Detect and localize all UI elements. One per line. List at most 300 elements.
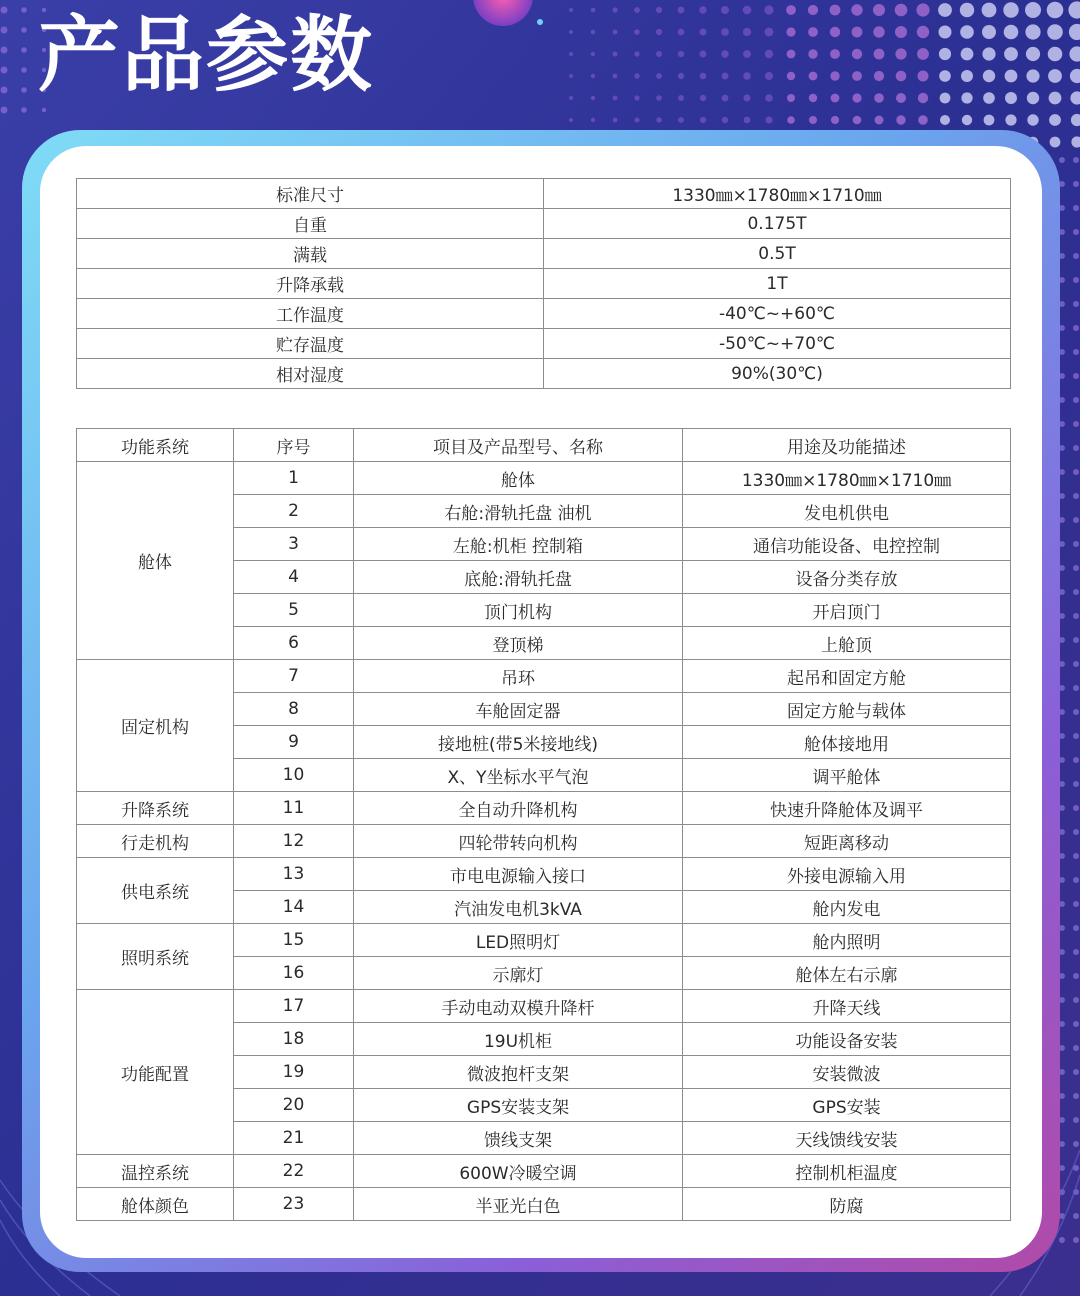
item-cell: 右舱:滑轨托盘 油机	[354, 495, 683, 528]
spec-value: 0.5T	[544, 239, 1011, 269]
description-cell: 发电机供电	[683, 495, 1011, 528]
dot-decoration	[743, 28, 751, 36]
number-cell: 22	[234, 1155, 354, 1188]
number-cell: 10	[234, 759, 354, 792]
dot-decoration	[678, 117, 684, 123]
dot-decoration	[612, 7, 617, 12]
dot-decoration	[1073, 589, 1079, 595]
dot-decoration	[917, 48, 929, 60]
item-cell: 吊环	[354, 660, 683, 693]
dot-decoration	[1048, 69, 1062, 83]
item-cell: 馈线支架	[354, 1122, 683, 1155]
description-cell: 固定方舱与载体	[683, 693, 1011, 726]
dot-decoration	[1073, 949, 1079, 955]
dot-decoration	[1073, 373, 1079, 379]
dot-decoration	[1073, 757, 1079, 763]
dot-decoration	[656, 95, 662, 101]
spec-label: 升降承载	[77, 269, 544, 299]
dot-decoration	[1073, 469, 1079, 475]
dot-decoration	[678, 51, 684, 57]
dot-decoration	[678, 7, 685, 14]
dot-decoration	[1050, 137, 1061, 148]
dot-decoration	[42, 108, 46, 112]
spec-label: 满载	[77, 239, 544, 269]
number-cell: 20	[234, 1089, 354, 1122]
spec-value: 90%(30℃)	[544, 359, 1011, 389]
dot-decoration	[916, 3, 929, 16]
dot-decoration	[678, 29, 685, 36]
spec-row	[77, 239, 1011, 269]
spec-label: 工作温度	[77, 299, 544, 329]
dot-decoration	[1073, 925, 1079, 931]
dot-decoration	[678, 73, 684, 79]
dot-decoration	[1073, 1069, 1079, 1075]
dot-decoration	[591, 74, 595, 78]
dot-decoration	[569, 52, 573, 56]
item-cell: 示廓灯	[354, 957, 683, 990]
dot-decoration	[1048, 47, 1063, 62]
dot-decoration	[895, 26, 907, 38]
dot-decoration	[1073, 781, 1079, 787]
dot-decoration	[895, 4, 908, 17]
spec-row	[77, 179, 1011, 209]
dot-decoration	[765, 28, 774, 37]
dot-decoration	[939, 48, 951, 60]
system-cell: 舱体颜色	[77, 1188, 234, 1221]
dot-decoration	[1005, 114, 1016, 125]
dot-decoration	[699, 6, 706, 13]
dot-decoration	[787, 72, 795, 80]
dot-decoration	[765, 94, 773, 102]
system-cell: 舱体	[77, 462, 234, 660]
item-cell: 手动电动双模升降杆	[354, 990, 683, 1023]
dot-decoration	[1047, 2, 1064, 19]
dot-decoration	[721, 28, 729, 36]
number-cell: 5	[234, 594, 354, 627]
system-cell: 升降系统	[77, 792, 234, 825]
dot-decoration	[809, 72, 818, 81]
number-cell: 16	[234, 957, 354, 990]
dot-decoration	[1073, 1237, 1079, 1243]
dot-decoration	[1073, 541, 1079, 547]
number-cell: 19	[234, 1056, 354, 1089]
dot-decoration	[1073, 325, 1079, 331]
dot-decoration	[1073, 613, 1079, 619]
header-description: 用途及功能描述	[683, 429, 1011, 462]
spec-label: 标准尺寸	[77, 179, 544, 209]
dot-decoration	[983, 70, 995, 82]
dot-decoration	[851, 4, 862, 15]
dot-decoration	[569, 74, 573, 78]
number-cell: 3	[234, 528, 354, 561]
table-row	[77, 924, 1011, 957]
number-cell: 1	[234, 462, 354, 495]
dot-decoration	[1026, 47, 1040, 61]
spec-label: 相对湿度	[77, 359, 544, 389]
dot-decoration	[613, 30, 618, 35]
dot-decoration	[982, 3, 997, 18]
dot-decoration	[896, 71, 907, 82]
dot-decoration	[830, 71, 839, 80]
dot-decoration	[1073, 349, 1079, 355]
table-header-row	[77, 429, 1011, 462]
dot-decoration	[634, 73, 639, 78]
function-table	[76, 428, 1011, 1221]
dot-decoration	[656, 29, 662, 35]
dot-decoration	[1073, 205, 1079, 211]
dot-decoration	[1, 47, 8, 54]
system-cell: 固定机构	[77, 660, 234, 792]
dot-decoration	[569, 96, 573, 100]
dot-decoration	[918, 115, 928, 125]
dot-decoration	[591, 8, 596, 13]
description-cell: 起吊和固定方舱	[683, 660, 1011, 693]
number-cell: 9	[234, 726, 354, 759]
dot-decoration	[1073, 973, 1079, 979]
dot-decoration	[591, 118, 595, 122]
dot-decoration	[1, 107, 8, 114]
item-cell: 顶门机构	[354, 594, 683, 627]
spec-row	[77, 359, 1011, 389]
dot-decoration	[634, 51, 639, 56]
dot-decoration	[895, 48, 906, 59]
dot-decoration	[700, 95, 706, 101]
dot-decoration	[1004, 25, 1019, 40]
dot-decoration	[1, 87, 8, 94]
item-cell: 四轮带转向机构	[354, 825, 683, 858]
dot-decoration	[700, 117, 706, 123]
description-cell: 调平舱体	[683, 759, 1011, 792]
dot-decoration	[1073, 709, 1079, 715]
item-cell: 19U机柜	[354, 1023, 683, 1056]
number-cell: 4	[234, 561, 354, 594]
dot-decoration	[764, 5, 773, 14]
dot-decoration	[873, 26, 884, 37]
number-cell: 18	[234, 1023, 354, 1056]
description-cell: 快速升降舱体及调平	[683, 792, 1011, 825]
dot-decoration	[1005, 92, 1017, 104]
description-cell: GPS安装	[683, 1089, 1011, 1122]
dot-decoration	[787, 50, 796, 59]
dot-decoration	[1, 67, 8, 74]
dot-decoration	[786, 5, 796, 15]
dot-decoration	[1073, 1021, 1079, 1027]
dot-decoration	[1073, 685, 1079, 691]
description-cell: 功能设备安装	[683, 1023, 1011, 1056]
dot-decoration	[700, 51, 707, 58]
number-cell: 14	[234, 891, 354, 924]
item-cell: 车舱固定器	[354, 693, 683, 726]
dot-decoration	[1073, 1141, 1079, 1147]
dot-decoration	[940, 93, 951, 104]
dot-decoration	[1073, 253, 1079, 259]
dot-decoration	[1, 27, 8, 34]
dot-decoration	[569, 8, 573, 12]
dot-decoration	[809, 116, 817, 124]
dot-decoration	[852, 93, 861, 102]
dot-decoration	[787, 94, 795, 102]
dot-decoration	[1073, 1117, 1079, 1123]
spec-value: 0.175T	[544, 209, 1011, 239]
header-system: 功能系统	[77, 429, 234, 462]
dot-decoration	[874, 49, 885, 60]
item-cell: GPS安装支架	[354, 1089, 683, 1122]
dot-decoration	[1073, 421, 1079, 427]
dot-decoration	[831, 116, 839, 124]
dot-decoration	[1073, 805, 1079, 811]
dot-decoration	[961, 48, 974, 61]
dot-decoration	[613, 118, 618, 123]
dot-decoration	[939, 70, 951, 82]
dot-decoration	[613, 74, 618, 79]
table-row	[77, 1155, 1011, 1188]
dot-decoration	[982, 25, 996, 39]
dot-decoration	[831, 94, 840, 103]
item-cell: 市电电源输入接口	[354, 858, 683, 891]
item-cell: 底舱:滑轨托盘	[354, 561, 683, 594]
dot-decoration	[1073, 1093, 1079, 1099]
dot-decoration	[743, 6, 752, 15]
dot-decoration	[21, 67, 27, 73]
dot-decoration	[962, 115, 972, 125]
dot-decoration	[940, 115, 950, 125]
table-row	[77, 462, 1011, 495]
dot-decoration	[1059, 157, 1065, 163]
dot-decoration	[1025, 2, 1041, 18]
dot-decoration	[896, 93, 906, 103]
dot-decoration	[21, 107, 27, 113]
item-cell: 全自动升降机构	[354, 792, 683, 825]
item-cell: 汽油发电机3kVA	[354, 891, 683, 924]
dot-decoration	[982, 47, 995, 60]
dot-decoration	[809, 94, 817, 102]
dot-decoration	[700, 73, 707, 80]
dot-decoration	[591, 96, 595, 100]
dot-decoration	[1026, 69, 1039, 82]
dot-decoration	[830, 49, 840, 59]
system-cell: 行走机构	[77, 825, 234, 858]
dot-decoration	[918, 71, 929, 82]
number-cell: 6	[234, 627, 354, 660]
description-cell: 舱体接地用	[683, 726, 1011, 759]
page-title: 产品参数	[38, 8, 375, 103]
system-cell: 功能配置	[77, 990, 234, 1155]
number-cell: 15	[234, 924, 354, 957]
dot-decoration	[1003, 2, 1018, 17]
spec-row	[77, 269, 1011, 299]
dot-decoration	[656, 117, 661, 122]
dot-decoration	[722, 95, 729, 102]
description-cell: 天线馈线安装	[683, 1122, 1011, 1155]
dot-decoration	[743, 94, 750, 101]
dot-decoration	[1073, 853, 1079, 859]
description-cell: 1330㎜×1780㎜×1710㎜	[683, 462, 1011, 495]
dot-decoration	[874, 71, 884, 81]
description-cell: 上舱顶	[683, 627, 1011, 660]
dot-decoration	[787, 116, 795, 124]
dot-decoration	[722, 117, 728, 123]
dot-decoration	[1073, 637, 1079, 643]
item-cell: 舱体	[354, 462, 683, 495]
number-cell: 2	[234, 495, 354, 528]
description-cell: 舱体左右示廓	[683, 957, 1011, 990]
dot-decoration	[808, 5, 818, 15]
small-dot-decoration	[537, 19, 543, 25]
dot-decoration	[1073, 1045, 1079, 1051]
dot-decoration	[960, 3, 974, 17]
number-cell: 13	[234, 858, 354, 891]
dot-decoration	[852, 49, 862, 59]
dot-decoration	[1073, 901, 1079, 907]
dot-decoration	[1004, 47, 1018, 61]
dot-decoration	[721, 6, 729, 14]
dot-decoration	[613, 96, 618, 101]
item-cell: 半亚光白色	[354, 1188, 683, 1221]
dot-decoration	[634, 95, 639, 100]
dot-decoration	[722, 73, 729, 80]
dot-decoration	[853, 116, 862, 125]
dot-decoration	[1073, 997, 1079, 1003]
dot-decoration	[1073, 733, 1079, 739]
table-row	[77, 990, 1011, 1023]
dot-decoration	[1073, 661, 1079, 667]
spec-label: 自重	[77, 209, 544, 239]
description-cell: 防腐	[683, 1188, 1011, 1221]
dot-decoration	[873, 4, 885, 16]
dot-decoration	[1049, 114, 1061, 126]
dot-decoration	[852, 27, 863, 38]
dot-decoration	[1073, 157, 1079, 163]
item-cell: 左舱:机柜 控制箱	[354, 528, 683, 561]
dot-decoration	[1005, 70, 1018, 83]
dot-decoration	[1073, 229, 1079, 235]
dot-decoration	[721, 50, 728, 57]
dot-decoration	[984, 115, 995, 126]
description-cell: 舱内发电	[683, 891, 1011, 924]
number-cell: 7	[234, 660, 354, 693]
dot-decoration	[1027, 114, 1038, 125]
number-cell: 17	[234, 990, 354, 1023]
spec-value: -50℃~+70℃	[544, 329, 1011, 359]
item-cell: 接地桩(带5米接地线)	[354, 726, 683, 759]
dot-decoration	[591, 52, 595, 56]
spec-row	[77, 329, 1011, 359]
dot-decoration	[634, 7, 640, 13]
spec-value: 1330㎜×1780㎜×1710㎜	[544, 179, 1011, 209]
dot-decoration	[918, 93, 928, 103]
dot-decoration	[613, 52, 618, 57]
spec-label: 贮存温度	[77, 329, 544, 359]
spec-row	[77, 209, 1011, 239]
dot-decoration	[1, 7, 8, 14]
dot-decoration	[21, 47, 27, 53]
system-cell: 照明系统	[77, 924, 234, 990]
spec-value: -40℃~+60℃	[544, 299, 1011, 329]
dot-decoration	[786, 27, 795, 36]
number-cell: 8	[234, 693, 354, 726]
dot-decoration	[1073, 829, 1079, 835]
dot-decoration	[939, 26, 952, 39]
dot-decoration	[874, 93, 884, 103]
spec-value: 1T	[544, 269, 1011, 299]
dot-decoration	[1073, 445, 1079, 451]
dot-decoration	[743, 50, 751, 58]
number-cell: 23	[234, 1188, 354, 1221]
description-cell: 开启顶门	[683, 594, 1011, 627]
description-cell: 通信功能设备、电控控制	[683, 528, 1011, 561]
dot-decoration	[1073, 181, 1079, 187]
dot-decoration	[1047, 24, 1063, 40]
dot-decoration	[569, 118, 573, 122]
dot-decoration	[960, 25, 974, 39]
dot-decoration	[808, 27, 818, 37]
dot-decoration	[635, 118, 640, 123]
description-cell: 舱内照明	[683, 924, 1011, 957]
dot-decoration	[1073, 277, 1079, 283]
dot-decoration	[569, 30, 573, 34]
table-row	[77, 660, 1011, 693]
dot-decoration	[896, 115, 905, 124]
dot-decoration	[765, 50, 773, 58]
dot-decoration	[656, 73, 662, 79]
dot-decoration	[634, 29, 640, 35]
item-cell: 600W冷暖空调	[354, 1155, 683, 1188]
dot-decoration	[830, 5, 841, 16]
number-cell: 11	[234, 792, 354, 825]
description-cell: 控制机柜温度	[683, 1155, 1011, 1188]
spec-row	[77, 299, 1011, 329]
dot-decoration	[1073, 493, 1079, 499]
dot-decoration	[1049, 92, 1062, 105]
dot-decoration	[656, 7, 662, 13]
item-cell: LED照明灯	[354, 924, 683, 957]
description-cell: 安装微波	[683, 1056, 1011, 1089]
table-row	[77, 825, 1011, 858]
dot-decoration	[744, 117, 751, 124]
dot-decoration	[591, 30, 596, 35]
table-row	[77, 858, 1011, 891]
dot-decoration	[21, 87, 27, 93]
number-cell: 12	[234, 825, 354, 858]
dot-decoration	[961, 92, 972, 103]
number-cell: 21	[234, 1122, 354, 1155]
dot-decoration	[765, 116, 772, 123]
description-cell: 设备分类存放	[683, 561, 1011, 594]
dot-decoration	[765, 72, 773, 80]
dot-decoration	[852, 71, 862, 81]
dot-decoration	[961, 70, 973, 82]
description-cell: 外接电源输入用	[683, 858, 1011, 891]
header-number: 序号	[234, 429, 354, 462]
dot-decoration	[875, 116, 884, 125]
dot-decoration	[21, 27, 27, 33]
spec-table	[76, 178, 1011, 389]
description-cell: 短距离移动	[683, 825, 1011, 858]
dot-decoration	[1073, 397, 1079, 403]
description-cell: 升降天线	[683, 990, 1011, 1023]
dot-decoration	[938, 3, 952, 17]
dot-decoration	[21, 7, 27, 13]
dot-decoration	[983, 92, 995, 104]
item-cell: X、Y坐标水平气泡	[354, 759, 683, 792]
dot-decoration	[830, 27, 840, 37]
dot-decoration	[678, 95, 684, 101]
item-cell: 微波抱杆支架	[354, 1056, 683, 1089]
dot-decoration	[1073, 565, 1079, 571]
dot-decoration	[743, 72, 751, 80]
dot-decoration	[656, 51, 662, 57]
item-cell: 登顶梯	[354, 627, 683, 660]
